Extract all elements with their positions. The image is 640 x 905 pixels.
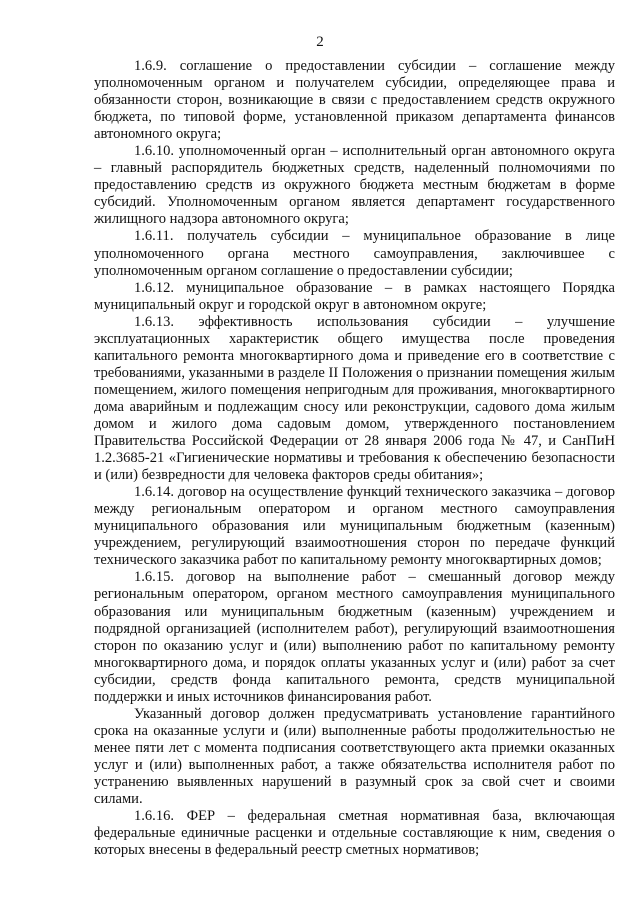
paragraph-1-6-14: 1.6.14. договор на осуществление функций технического заказчика – договор между региональным оператором и органом местного самоуправления муниципального образования или муниципальным бюджетным (казенным) учреждением, регулирующий взаимоотношения сторон по передаче функций технического заказчика работ по капитальному ремонту многоквартирных домов; <box>94 484 615 569</box>
paragraph-1-6-11: 1.6.11. получатель субсидии – муниципальное образование в лице уполномоченного органа местного самоуправления, заключившее с уполномоченным органом соглашение о предоставлении субсидии; <box>94 228 615 279</box>
paragraph-1-6-12: 1.6.12. муниципальное образование – в рамках настоящего Порядка муниципальный округ и городской округ в автономном округе; <box>94 279 615 313</box>
paragraph-1-6-9: 1.6.9. соглашение о предоставлении субсидии – соглашение между уполномоченным органом и получателем субсидии, определяющее права и обязанности сторон, возникающие в связи с предоставлением средств окружного бюджета, по типовой форме, установленной приказом департамента финансов автономного округа; <box>94 58 615 143</box>
paragraph-1-6-16: 1.6.16. ФЕР – федеральная сметная нормативная база, включающая федеральные единичные расценки и отдельные составляющие к ним, сведения о которых внесены в федеральный реестр сметных нормативов; <box>94 808 615 859</box>
page-number: 2 <box>316 34 324 50</box>
document-body <box>94 58 615 859</box>
paragraph-1-6-15: 1.6.15. договор на выполнение работ – смешанный договор между региональным оператором, органом местного самоуправления муниципального образования или муниципальным бюджетным (казенным) учреждением и подрядной организацией (исполнителем работ), регулирующий взаимоотношения сторон по оказанию услуг и (или) выполнению работ по капитальному ремонту многоквартирного дома, и порядок оплаты указанных услуг и (или) работ за счет субсидии, средств фонда капитального ремонта, средств муниципальной поддержки и иных источников финансирования работ. <box>94 569 615 705</box>
paragraph-warranty: Указанный договор должен предусматривать установление гарантийного срока на оказанные услуги и (или) выполненные работы продолжительностью не менее пяти лет с момента подписания соответствующего акта приемки оказанных услуг и (или) выполненных работ, а также обязательства исполнителя работ по устранению выявленных нарушений в разумный срок за свой счет и своими силами. <box>94 705 615 808</box>
paragraph-1-6-10: 1.6.10. уполномоченный орган – исполнительный орган автономного округа – главный распорядитель бюджетных средств, наделенный полномочиями по предоставлению средств из окружного бюджета местным бюджетам в форме субсидий. Уполномоченным органом является департамент государственного жилищного надзора автономного округа; <box>94 143 615 228</box>
paragraph-1-6-13: 1.6.13. эффективность использования субсидии – улучшение эксплуатационных характеристик общего имущества после проведения капитального ремонта многоквартирного дома и приведение его в соответствие с требованиями, указанными в разделе II Положения о признании помещения жилым помещением, жилого помещения непригодным для проживания, многоквартирного дома аварийным и подлежащим сносу или реконструкции, садового дома жилым домом и жилого дома садовым домом, утвержденного постановлением Правительства Российской Федерации от 28 января 2006 года № 47, и СанПиН 1.2.3685-21 «Гигиенические нормативы и требования к обеспечению безопасности и (или) безвредности для человека факторов среды обитания»; <box>94 313 615 484</box>
